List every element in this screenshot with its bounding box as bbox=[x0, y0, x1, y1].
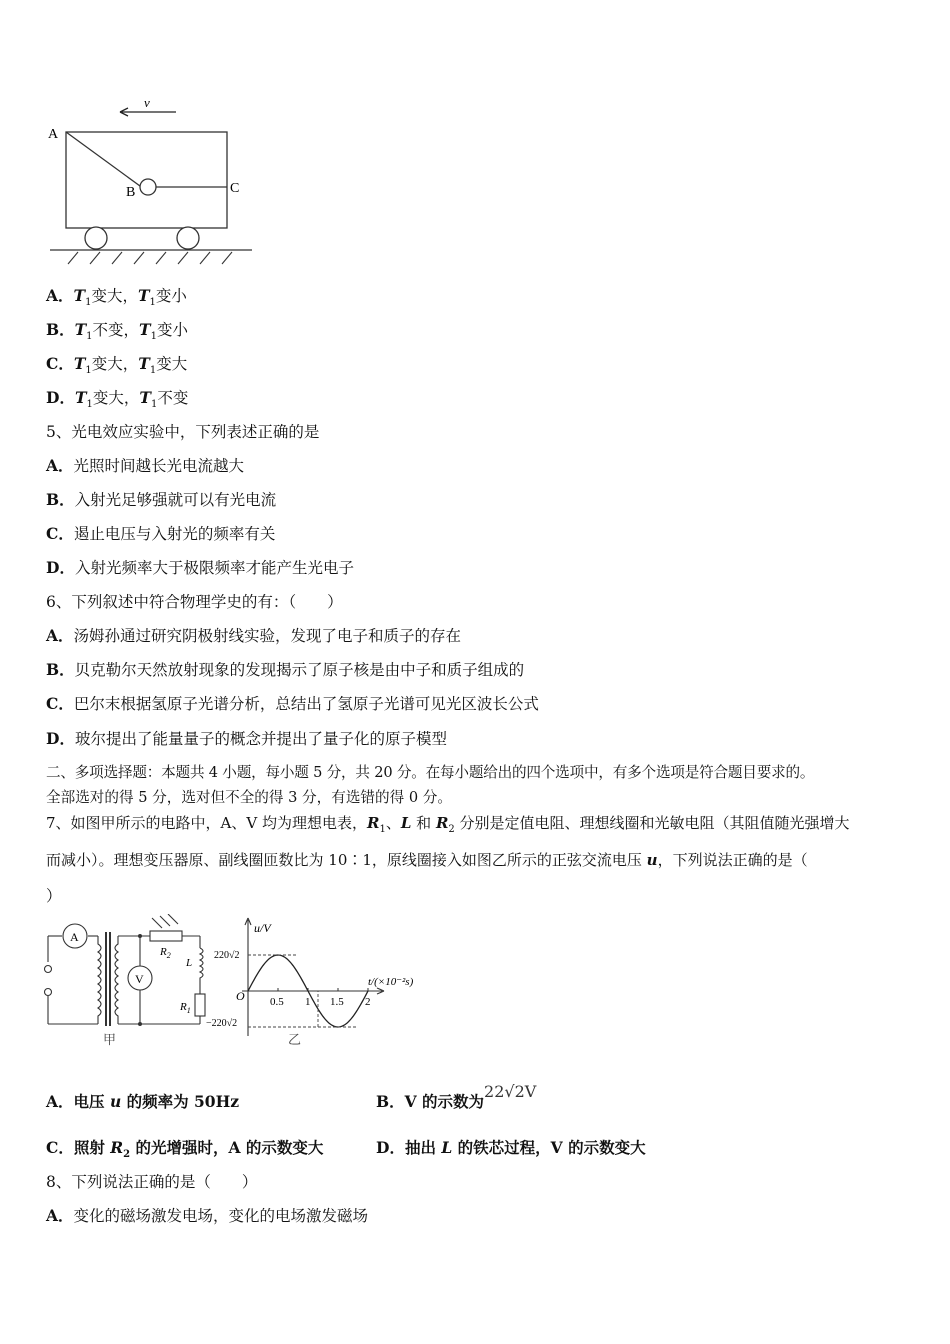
option-label: A． bbox=[46, 286, 74, 305]
option-text: 入射光频率大于极限频率才能产生光电子 bbox=[74, 559, 354, 577]
x-tick-label: 1.5 bbox=[330, 996, 344, 1008]
t-sub: 1 bbox=[149, 297, 156, 309]
option-label: D． bbox=[46, 558, 75, 577]
q7-text: 分别是定值电阻、理想线圈和光敏电阻（其阻值随光强增大 bbox=[454, 814, 850, 832]
t-symbol: T bbox=[74, 320, 87, 339]
u-symbol: u bbox=[646, 851, 658, 869]
option-text: 变大， bbox=[91, 355, 139, 373]
q7-text: 7、如图甲所示的电路中，A、V 均为理想电表， bbox=[46, 814, 367, 832]
option-b-value: 22√2V bbox=[484, 1082, 537, 1101]
q5-option-b bbox=[46, 490, 276, 510]
light-arrow-icon bbox=[152, 918, 162, 928]
y-pos-label: 220√2 bbox=[214, 950, 240, 961]
q8-option-a bbox=[46, 1206, 368, 1226]
input-terminal bbox=[45, 966, 52, 973]
t-sub: 1 bbox=[85, 297, 92, 309]
cart-figure bbox=[40, 92, 265, 270]
u-symbol: u bbox=[109, 1092, 122, 1111]
t-symbol: T bbox=[73, 354, 86, 373]
option-label: C． bbox=[46, 354, 74, 373]
q5-option-c bbox=[46, 524, 275, 544]
q8-stem: 8、下列说法正确的是（ ） bbox=[46, 1173, 258, 1191]
option-label: B． bbox=[46, 660, 75, 679]
r2-letter: R bbox=[160, 946, 167, 958]
t-symbol: T bbox=[74, 388, 87, 407]
q6-option-d bbox=[46, 729, 447, 749]
q7-stem-line2 bbox=[46, 850, 808, 870]
r1-label bbox=[179, 1001, 191, 1015]
option-text: 的铁芯过程，V 的示数变大 bbox=[452, 1138, 646, 1157]
q4-option-b bbox=[46, 320, 188, 347]
option-label: A． bbox=[46, 1092, 74, 1111]
q6-option-a bbox=[46, 626, 461, 646]
t-sub: 1 bbox=[85, 365, 92, 377]
t-sub: 1 bbox=[149, 365, 157, 377]
option-text: 不变 bbox=[157, 389, 189, 407]
t-sub: 1 bbox=[86, 331, 93, 343]
t-symbol: T bbox=[73, 286, 86, 305]
q7-stem-line3: ） bbox=[46, 887, 62, 905]
option-text: 照射 bbox=[73, 1138, 111, 1157]
option-text: 变大， bbox=[91, 287, 138, 305]
option-label: A． bbox=[46, 626, 74, 645]
ammeter-label: A bbox=[70, 930, 79, 944]
option-text: 变大 bbox=[156, 355, 188, 373]
option-label: A． bbox=[46, 456, 74, 475]
q6-stem: 6、下列叙述中符合物理学史的有：（ ） bbox=[46, 593, 343, 611]
y-neg-label: −220√2 bbox=[206, 1018, 238, 1029]
r2-subscript: 2 bbox=[166, 951, 171, 960]
l-symbol: L bbox=[441, 1138, 453, 1157]
q5-option-a bbox=[46, 456, 244, 476]
t-symbol: T bbox=[138, 354, 150, 373]
q7-option-b bbox=[376, 1082, 537, 1112]
l-label: L bbox=[186, 957, 193, 969]
option-label: B． bbox=[376, 1092, 405, 1111]
q7-option-c bbox=[46, 1138, 323, 1165]
option-text: 抽出 bbox=[404, 1138, 442, 1157]
q4-option-c bbox=[46, 354, 187, 381]
option-text: 入射光足够强就可以有光电流 bbox=[74, 491, 277, 509]
q7-sep: 、 bbox=[385, 814, 401, 832]
option-label: C． bbox=[46, 1138, 74, 1157]
option-label: A． bbox=[46, 1206, 74, 1225]
option-label: C． bbox=[46, 524, 74, 543]
option-text: 玻尔提出了能量量子的概念并提出了量子化的原子模型 bbox=[74, 730, 447, 748]
figure-yi-label: 乙 bbox=[288, 1032, 302, 1047]
r2-sub: 2 bbox=[448, 824, 455, 835]
x-tick-label: 1 bbox=[305, 996, 311, 1008]
option-text: 遏止电压与入射光的频率有关 bbox=[73, 525, 276, 543]
q7-option-a bbox=[46, 1092, 239, 1112]
string-ab bbox=[66, 132, 140, 186]
t-symbol: T bbox=[139, 320, 151, 339]
x-tick-label: 2 bbox=[365, 996, 371, 1008]
light-arrow-icon bbox=[168, 914, 178, 924]
light-arrow-icon bbox=[160, 916, 170, 926]
x-tick-label: 0.5 bbox=[270, 996, 284, 1008]
option-label: C． bbox=[46, 694, 74, 713]
resistor-r2 bbox=[150, 931, 182, 941]
secondary-coil bbox=[115, 936, 118, 1024]
q4-option-a bbox=[46, 286, 187, 313]
option-text: 电压 bbox=[73, 1092, 110, 1111]
q6-option-b bbox=[46, 660, 524, 680]
section2-line1: 二、多项选择题：本题共 4 小题，每小题 5 分，共 20 分。在每小题给出的四个选项中，有多个选项是符合题目要求的。 bbox=[46, 764, 815, 781]
option-text: 变小 bbox=[155, 287, 187, 305]
option-text: 不变， bbox=[92, 321, 140, 339]
option-label: D． bbox=[376, 1138, 405, 1157]
r1-subscript: 1 bbox=[186, 1006, 191, 1015]
r1-symbol: R bbox=[366, 814, 380, 832]
wheel-right bbox=[177, 227, 199, 249]
option-text: 的频率为 50Hz bbox=[121, 1092, 240, 1111]
option-text: 汤姆孙通过研究阴极射线实验，发现了电子和质子的存在 bbox=[73, 627, 462, 645]
x-axis-label: t/(×10⁻²s) bbox=[368, 976, 414, 988]
option-text: 的光增强时，A 的示数变大 bbox=[130, 1138, 324, 1157]
q4-option-d bbox=[46, 388, 188, 415]
option-text: 巴尔末根据氢原子光谱分析，总结出了氢原子光谱可见光区波长公式 bbox=[73, 695, 539, 713]
input-terminal bbox=[45, 989, 52, 996]
origin-label: O bbox=[236, 989, 245, 1003]
point-b-label: B bbox=[126, 185, 136, 200]
r2-symbol: R bbox=[435, 814, 449, 832]
t-sub: 1 bbox=[150, 399, 158, 411]
q7-text: ，下列说法正确的是（ bbox=[657, 851, 808, 869]
option-text: V 的示数为 bbox=[404, 1092, 485, 1111]
voltage-graph bbox=[198, 914, 438, 1050]
l-symbol: L bbox=[400, 814, 412, 832]
q5-option-d bbox=[46, 558, 354, 578]
junction-dot bbox=[138, 934, 142, 938]
t-symbol: T bbox=[139, 388, 151, 407]
q7-stem-line1 bbox=[46, 813, 850, 840]
point-a-label: A bbox=[48, 127, 59, 142]
r-symbol: R bbox=[110, 1138, 124, 1157]
t-sub: 1 bbox=[86, 399, 93, 411]
junction-dot bbox=[138, 1022, 142, 1026]
r2-label bbox=[159, 946, 171, 960]
q7-text: 而减小）。理想变压器原、副线圈匝数比为 10∶1，原线圈接入如图乙所示的正弦交流电压 bbox=[46, 851, 647, 869]
ground-hatching bbox=[68, 252, 232, 264]
t-sub: 1 bbox=[150, 331, 157, 343]
option-text: 光照时间越长光电流越大 bbox=[73, 457, 245, 475]
r1-sub: 1 bbox=[379, 824, 386, 835]
section2-line2: 全部选对的得 5 分，选对但不全的得 3 分，有选错的得 0 分。 bbox=[46, 789, 452, 806]
voltmeter-label: V bbox=[135, 972, 144, 986]
r-sub: 2 bbox=[123, 1149, 131, 1161]
option-label: D． bbox=[46, 388, 75, 407]
option-text: 贝克勒尔天然放射现象的发现揭示了原子核是由中子和质子组成的 bbox=[74, 661, 525, 679]
y-axis-label: u/V bbox=[254, 921, 271, 935]
q7-option-d bbox=[376, 1138, 646, 1158]
option-label: D． bbox=[46, 729, 75, 748]
q6-option-c bbox=[46, 694, 539, 714]
ball-b bbox=[140, 179, 156, 195]
option-label: B． bbox=[46, 490, 75, 509]
point-c-label: C bbox=[230, 181, 240, 196]
option-label: B． bbox=[46, 320, 75, 339]
wheel-left bbox=[85, 227, 107, 249]
t-symbol: T bbox=[137, 286, 150, 305]
circuit-figure bbox=[42, 914, 222, 1050]
figure-jia-label: 甲 bbox=[103, 1032, 117, 1047]
q7-and: 和 bbox=[411, 814, 436, 832]
q5-stem: 5、光电效应实验中，下列表述正确的是 bbox=[46, 423, 320, 441]
option-text: 变小 bbox=[156, 321, 188, 339]
option-text: 变大， bbox=[92, 389, 140, 407]
option-text: 变化的磁场激发电场，变化的电场激发磁场 bbox=[73, 1207, 369, 1225]
primary-coil bbox=[98, 936, 101, 1024]
r1-letter: R bbox=[180, 1001, 187, 1013]
velocity-label: v bbox=[144, 95, 150, 110]
